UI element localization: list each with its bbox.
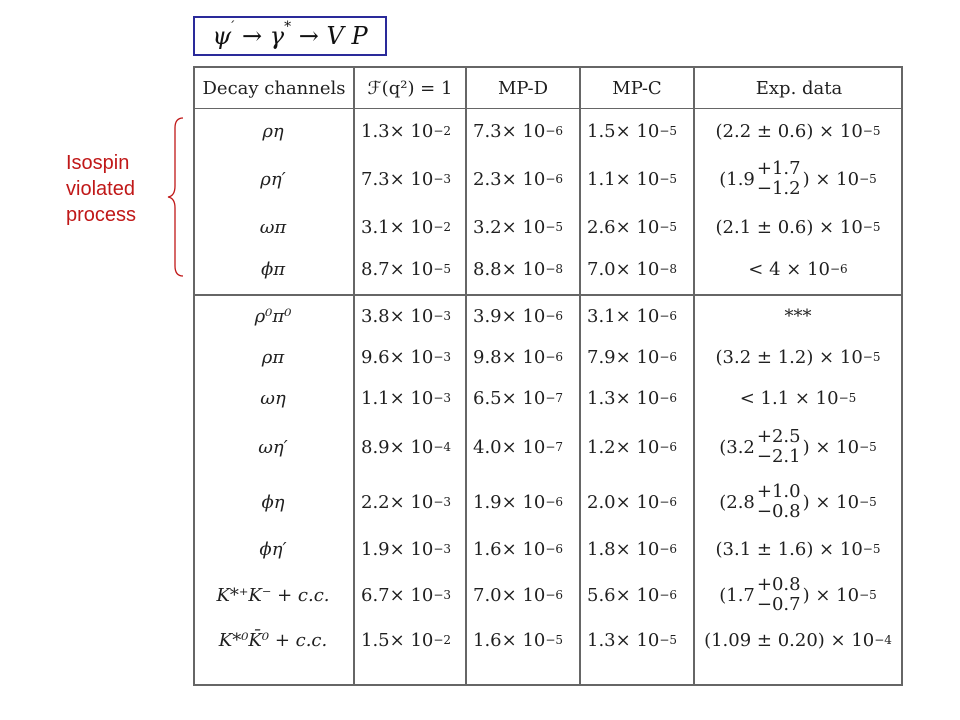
- mpd-cell: 3.9 × 10 −6: [473, 305, 564, 327]
- asymmetric-error: +0.8 −0.7: [756, 574, 801, 615]
- asymmetric-error: +1.0 −0.8: [756, 481, 801, 522]
- mpd-cell: 1.6 × 10 −6: [473, 538, 564, 560]
- mpd-cell: 2.3 × 10 −6: [473, 168, 564, 190]
- isospin-annotation: [66, 150, 166, 228]
- mpd-cell: 9.8 × 10 −6: [473, 346, 564, 368]
- exp-data-cell: < 4 × 10 −6: [748, 258, 848, 280]
- channel-cell: ρ⁰π⁰: [254, 305, 292, 327]
- mpd-cell: 1.6 × 10 −5: [473, 629, 564, 651]
- asymmetric-error: +2.5 −2.1: [756, 426, 801, 467]
- mpc-cell: 1.3 × 10 −5: [587, 629, 678, 651]
- exp-data-cell: (3.2 +2.5 −2.1 ) × 10 −5: [719, 426, 877, 467]
- exp-data-cell: (2.1 ± 0.6) × 10 −5: [715, 216, 881, 238]
- exp-data-cell: (1.9 +1.7 −1.2 ) × 10 −5: [719, 158, 877, 199]
- mpc-cell: 1.1 × 10 −5: [587, 168, 678, 190]
- channel-cell: K*⁺K⁻ + c.c.: [216, 584, 330, 606]
- f-cell: 1.3 × 10 −2: [361, 120, 452, 142]
- f-cell: 1.9 × 10 −3: [361, 538, 452, 560]
- f-cell: 3.8 × 10 −3: [361, 305, 452, 327]
- table-bottom-rule: [193, 684, 903, 686]
- mpd-cell: 7.0 × 10 −6: [473, 584, 564, 606]
- curly-brace-icon: [165, 116, 185, 278]
- column-header: ℱ(q²) = 1: [367, 77, 453, 99]
- channel-cell: ωπ: [259, 216, 287, 238]
- mpc-cell: 1.2 × 10 −6: [587, 436, 678, 458]
- mpc-cell: 5.6 × 10 −6: [587, 584, 678, 606]
- f-cell: 8.7 × 10 −5: [361, 258, 452, 280]
- mpc-cell: 2.6 × 10 −5: [587, 216, 678, 238]
- channel-cell: ρπ: [261, 346, 285, 368]
- mpc-cell: 7.9 × 10 −6: [587, 346, 678, 368]
- mpd-cell: 4.0 × 10 −7: [473, 436, 564, 458]
- exp-data-cell: (3.2 ± 1.2) × 10 −5: [715, 346, 881, 368]
- channel-cell: ϕη′: [259, 538, 287, 560]
- channel-cell: ϕη: [261, 491, 285, 513]
- channel-cell: ωη′: [258, 436, 288, 458]
- channel-cell: K*⁰K̄⁰ + c.c.: [218, 629, 328, 651]
- channel-cell: ωη: [260, 387, 286, 409]
- channel-cell: ρη: [262, 120, 284, 142]
- column-header: MP-C: [612, 77, 662, 99]
- annotation-line: process: [66, 204, 137, 226]
- exp-data-cell: < 1.1 × 10 −5: [739, 387, 857, 409]
- f-cell: 3.1 × 10 −2: [361, 216, 452, 238]
- exp-data-cell: (3.1 ± 1.6) × 10 −5: [715, 538, 881, 560]
- f-cell: 6.7 × 10 −3: [361, 584, 452, 606]
- mpd-cell: 7.3 × 10 −6: [473, 120, 564, 142]
- f-cell: 1.1 × 10 −3: [361, 387, 452, 409]
- f-cell: 1.5 × 10 −2: [361, 629, 452, 651]
- mpc-cell: 1.3 × 10 −6: [587, 387, 678, 409]
- channel-cell: ρη′: [260, 168, 286, 190]
- mpc-cell: 1.8 × 10 −6: [587, 538, 678, 560]
- mpc-cell: 2.0 × 10 −6: [587, 491, 678, 513]
- mpd-cell: 1.9 × 10 −6: [473, 491, 564, 513]
- channel-cell: ϕπ: [260, 258, 286, 280]
- header-rule: [193, 108, 903, 109]
- mpd-cell: 3.2 × 10 −5: [473, 216, 564, 238]
- process-title: ψ ′ → γ * → V P: [193, 16, 387, 56]
- mpc-cell: 3.1 × 10 −6: [587, 305, 678, 327]
- annotation-line: violated: [66, 178, 135, 200]
- decay-table: [193, 66, 903, 686]
- column-header: MP-D: [497, 77, 549, 99]
- f-cell: 8.9 × 10 −4: [361, 436, 452, 458]
- f-cell: 9.6 × 10 −3: [361, 346, 452, 368]
- column-header: Exp. data: [755, 77, 843, 99]
- annotation-line: Isospin: [66, 152, 130, 174]
- exp-data-cell: (1.7 +0.8 −0.7 ) × 10 −5: [719, 574, 877, 615]
- exp-data-cell: (1.09 ± 0.20) × 10 −4: [704, 629, 892, 651]
- asymmetric-error: +1.7 −1.2: [756, 158, 801, 199]
- f-cell: 7.3 × 10 −3: [361, 168, 452, 190]
- exp-data-cell: (2.2 ± 0.6) × 10 −5: [715, 120, 881, 142]
- column-header: Decay channels: [202, 77, 346, 99]
- f-cell: 2.2 × 10 −3: [361, 491, 452, 513]
- column-rule: [901, 66, 903, 686]
- mpc-cell: 7.0 × 10 −8: [587, 258, 678, 280]
- mpd-cell: 6.5 × 10 −7: [473, 387, 564, 409]
- exp-data-cell: ***: [784, 305, 812, 327]
- exp-data-cell: (2.8 +1.0 −0.8 ) × 10 −5: [719, 481, 877, 522]
- mpc-cell: 1.5 × 10 −5: [587, 120, 678, 142]
- mpd-cell: 8.8 × 10 −8: [473, 258, 564, 280]
